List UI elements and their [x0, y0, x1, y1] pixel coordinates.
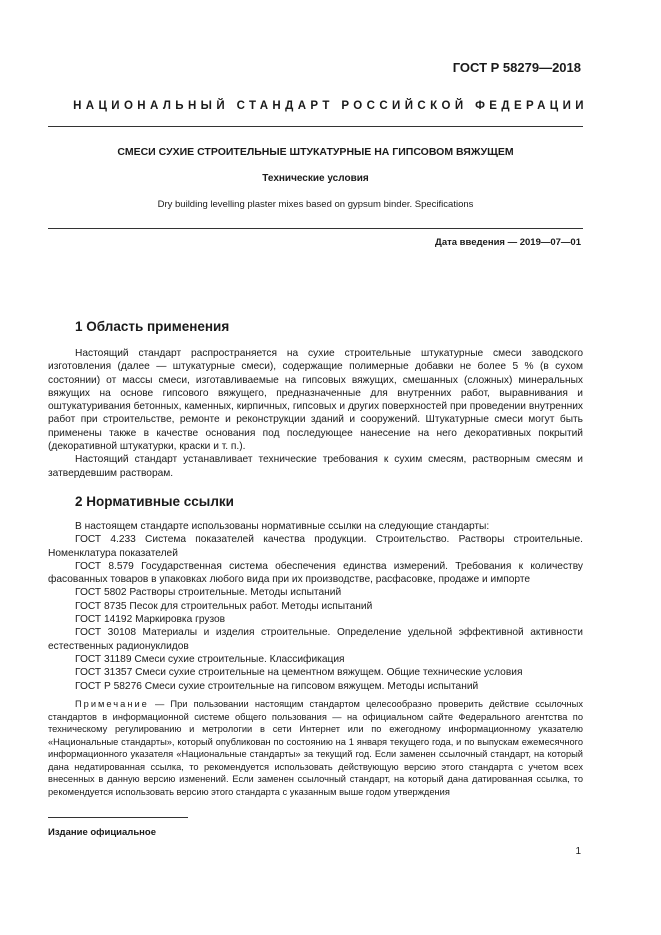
introduction-date: Дата введения — 2019—07—01 [435, 237, 581, 248]
page-number: 1 [575, 846, 581, 857]
edition-label: Издание официальное [48, 827, 156, 838]
english-title: Dry building levelling plaster mixes based on gypsum binder. Specifications [157, 199, 474, 210]
section-1-heading: 1 Область применения [75, 319, 230, 334]
divider-bottom [48, 817, 188, 818]
reference-item: ГОСТ 30108 Материалы и изделия строительные. Определение удельной эффективной активности естественных радионуклидов [48, 627, 583, 652]
reference-item: ГОСТ 8735 Песок для строительных работ. Методы испытаний [75, 600, 373, 612]
divider-top [48, 126, 583, 127]
divider-middle [48, 228, 583, 229]
reference-item: ГОСТ 31189 Смеси сухие строительные. Классификация [75, 653, 345, 665]
national-standard-heading: НАЦИОНАЛЬНЫЙ СТАНДАРТ РОССИЙСКОЙ ФЕДЕРАЦИИ [73, 100, 588, 112]
reference-item: ГОСТ 14192 Маркировка грузов [75, 614, 226, 626]
section-2-body [48, 520, 583, 693]
section-2-heading: 2 Нормативные ссылки [75, 494, 234, 509]
note-text: — При пользовании настоящим стандартом целесообразно проверить действие ссылочных стандартов в информационной системе общего пользования — на официальном сайте Федерального агентства по техническому регулированию и метрологии в сети Интернет или по ежегодному информационному указателю «Национальные стандарты», который опубликован по состоянию на 1 января текущего года, и по выпускам ежемесячного информационного указателя «Национальные стандарты» за текущий год. Если заменен ссылочный стандарт, на который дана недатированная ссылка, то рекомендуется использовать действующую версию этого стандарта с учетом всех внесенных в данную версию изменений. Если заменен ссылочный стандарт, на который дана датированная ссылка, то рекомендуется использовать версию этого стандарта с указанным выше годом утверждения [48, 699, 583, 797]
reference-item: ГОСТ 8.579 Государственная система обеспечения единства измерений. Требования к количеству фасованных товаров в упаковках любого вида при их производстве, расфасовке, продаже и импорте [48, 560, 583, 586]
document-code: ГОСТ Р 58279—2018 [452, 60, 581, 75]
paragraph: В настоящем стандарте использованы нормативные ссылки на следующие стандарты: [75, 521, 490, 532]
reference-item: ГОСТ 4.233 Система показателей качества продукции. Строительство. Растворы строительные. Номенклатура показателей [48, 534, 583, 559]
note-label: Примечание [75, 699, 149, 709]
reference-item: ГОСТ Р 58276 Смеси сухие строительные на гипсовом вяжущем. Методы испытаний [75, 680, 479, 692]
document-title: СМЕСИ СУХИЕ СТРОИТЕЛЬНЫЕ ШТУКАТУРНЫЕ НА ГИПСОВОМ ВЯЖУЩЕМ [117, 146, 514, 158]
reference-item: ГОСТ 31357 Смеси сухие строительные на цементном вяжущем. Общие технические условия [75, 667, 523, 679]
reference-item: ГОСТ 5802 Растворы строительные. Методы испытаний [75, 587, 342, 599]
document-subtitle: Технические условия [262, 173, 369, 184]
paragraph: Настоящий стандарт распространяется на сухие строительные штукатурные смеси заводского изготовления (далее — штукатурные смеси), содержащие полимерные добавки не более 5 % (в сухом состоянии) от массы смеси, изготавливаемые на гипсовых вяжущих, смешанных (сложных) минеральных вяжущих на основе гипсового вяжущего, предназначенные для внутренних работ, выравнивания и оштукатуривания бетонных, каменных, кирпичных, гипсовых и других поверхностей при проведении внутренних работ при строительстве, ремонте и реконструкции зданий и сооружений. Штукатурные смеси могут быть применены также в качестве основания под последующее нанесение на него декоративных покрытий (декоративной штукатурки, краски и т. п.). [48, 348, 583, 453]
paragraph: Настоящий стандарт устанавливает технические требования к сухим смесям, растворным смесям и затвердевшим растворам. [48, 454, 583, 479]
section-1-body [48, 347, 583, 480]
note [48, 698, 583, 798]
